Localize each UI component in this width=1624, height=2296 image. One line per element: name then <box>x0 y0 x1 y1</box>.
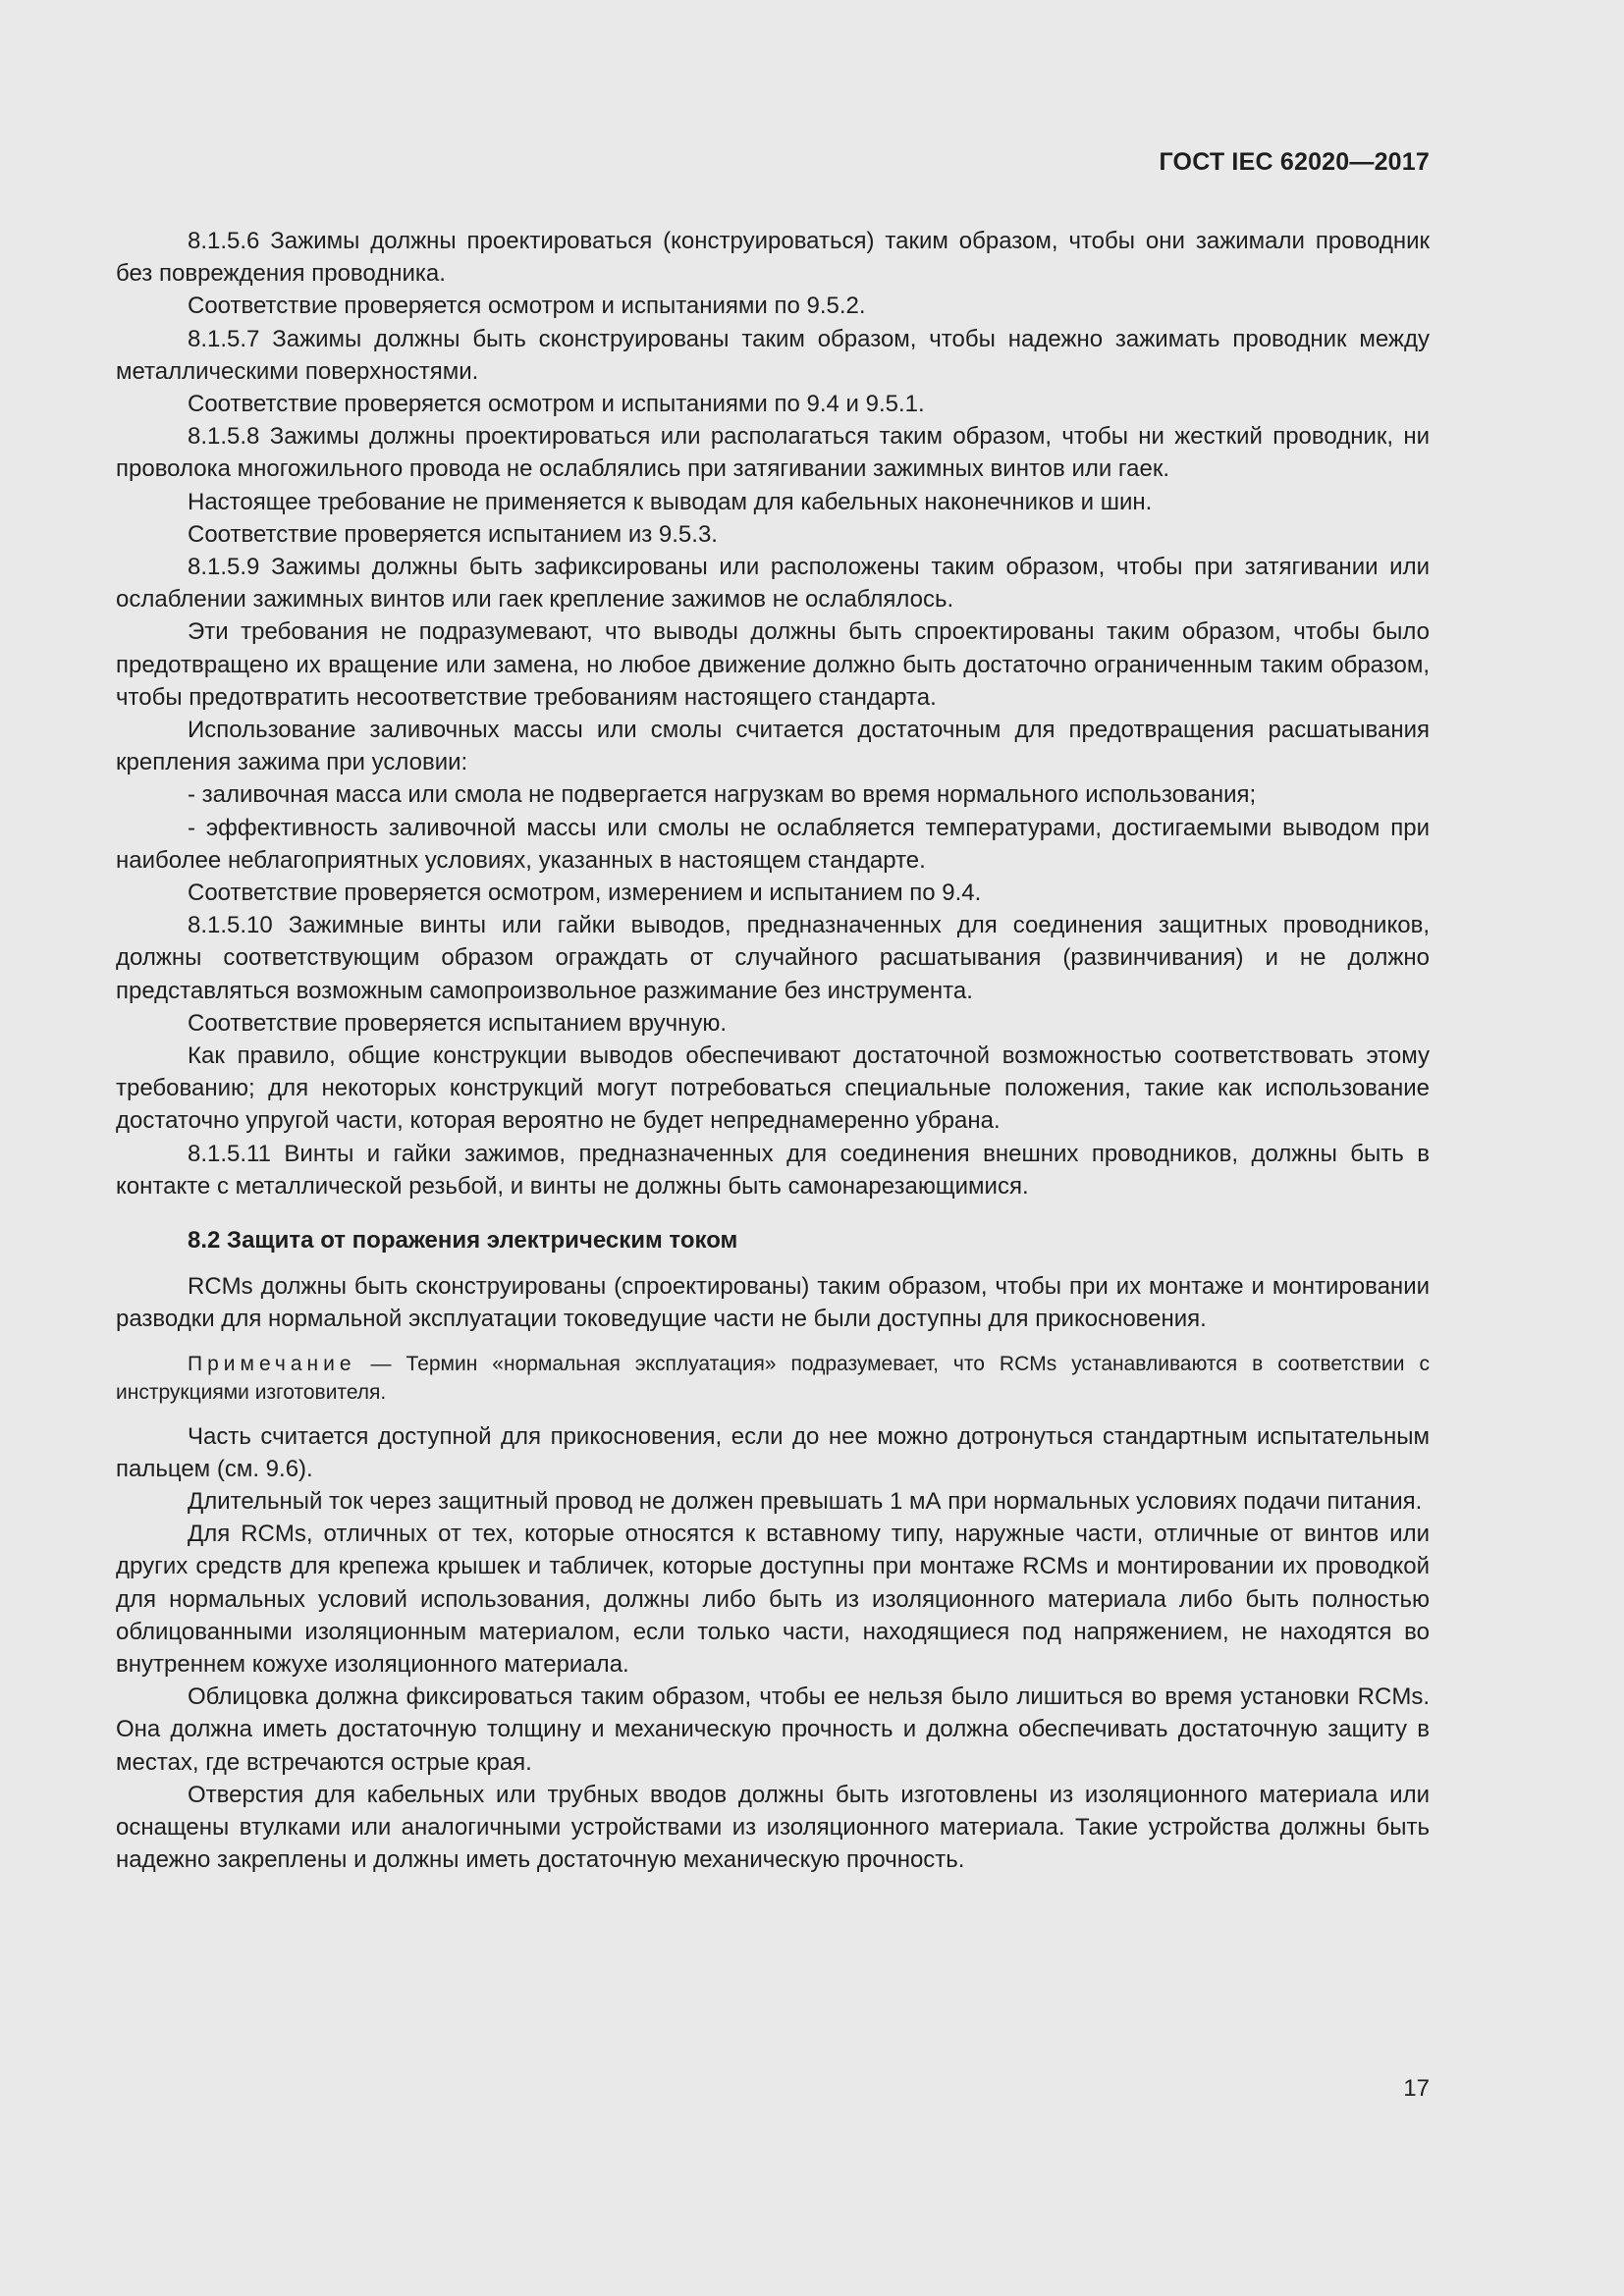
paragraph: 8.1.5.6 Зажимы должны проектироваться (конструироваться) таким образом, чтобы они зажимали проводник без повреждения проводника. <box>116 228 1430 288</box>
note-text: — Термин «нормальная эксплуатация» подразумевает, что RCMs устанавливаются в соответствии с инструкциями изготовителя. <box>116 1352 1430 1404</box>
paragraph: 8.1.5.11 Винты и гайки зажимов, предназначенных для соединения внешних проводников, должны быть в контакте с металлической резьбой, и винты не должны быть самонарезающимися. <box>116 1140 1430 1200</box>
paragraph: Отверстия для кабельных или трубных вводов должны быть изготовлены из изоляционного материала или оснащены втулками или аналогичными устройствами из изоляционного материала. Такие устройства должны быть надежно закреплены и должны иметь достаточную механическую прочность. <box>116 1781 1430 1874</box>
paragraph: Настоящее требование не применяется к выводам для кабельных наконечников и шин. <box>188 488 1153 515</box>
page-number: 17 <box>1403 2075 1430 2102</box>
paragraph: 8.1.5.10 Зажимные винты или гайки выводов, предназначенных для соединения защитных проводников, должны соответствующим образом ограждать от случайного расшатывания (развинчивания) и не должно представляться возможным самопроизвольное разжимание без инструмента. <box>116 912 1430 1004</box>
paragraph: Соответствие проверяется осмотром и испытаниями по 9.4 и 9.5.1. <box>188 391 925 418</box>
paragraph: Соответствие проверяется испытанием из 9.5.3. <box>188 520 718 548</box>
paragraph: 8.1.5.8 Зажимы должны проектироваться или располагаться таким образом, чтобы ни жесткий проводник, ни проволока многожильного провода не ослаблялись при затягивании зажимных винтов или гаек. <box>116 423 1430 483</box>
paragraph: Эти требования не подразумевают, что выводы должны быть спроектированы таким образом, чтобы было предотвращено их вращение или замена, но любое движение должно быть достаточно ограниченным таким образом, чтобы предотвратить несоответствие требованиям настоящего стандарта. <box>116 618 1430 711</box>
document-header-code: ГОСТ IEC 62020—2017 <box>1159 148 1430 176</box>
note-label: Примечание <box>188 1352 356 1375</box>
paragraph: Соответствие проверяется осмотром и испытаниями по 9.5.2. <box>188 293 866 320</box>
note <box>116 1350 1430 1407</box>
paragraph: Как правило, общие конструкции выводов обеспечивают достаточной возможностью соответствовать этому требованию; для некоторых конструкций могут потребоваться специальные положения, такие как использование достаточно упругой части, которая вероятно не будет непреднамеренно убрана. <box>116 1042 1430 1135</box>
paragraph: 8.1.5.7 Зажимы должны быть сконструированы таким образом, чтобы надежно зажимать проводник между металлическими поверхностями. <box>116 325 1430 385</box>
paragraph: Часть считается доступной для прикосновения, если до нее можно дотронуться стандартным испытательным пальцем (см. 9.6). <box>116 1422 1430 1482</box>
paragraph: RCMs должны быть сконструированы (спроектированы) таким образом, чтобы при их монтаже и монтировании разводки для нормальной эксплуатации токоведущие части не были доступны для прикосновения. <box>116 1273 1430 1333</box>
paragraph: Соответствие проверяется осмотром, измерением и испытанием по 9.4. <box>188 880 982 907</box>
list-item: - заливочная масса или смола не подвергается нагрузкам во время нормального использования; <box>188 781 1257 809</box>
paragraph: Облицовка должна фиксироваться таким образом, чтобы ее нельзя было лишиться во время установки RCMs. Она должна иметь достаточную толщину и механическую прочность и должна обеспечивать достаточную защиту в местах, где встречаются острые края. <box>116 1683 1430 1776</box>
section-heading: 8.2 Защита от поражения электрическим током <box>188 1227 738 1255</box>
paragraph: Соответствие проверяется испытанием вручную. <box>188 1009 728 1037</box>
paragraph: 8.1.5.9 Зажимы должны быть зафиксированы или расположены таким образом, чтобы при затягивании или ослаблении зажимных винтов или гаек крепление зажимов не ослаблялось. <box>116 554 1430 614</box>
paragraph: Длительный ток через защитный провод не должен превышать 1 мА при нормальных условиях подачи питания. <box>188 1487 1423 1515</box>
list-item: - эффективность заливочной массы или смолы не ослабляется температурами, достигаемыми выводом при наиболее неблагоприятных условиях, указанных в настоящем стандарте. <box>116 814 1430 874</box>
paragraph: Для RCMs, отличных от тех, которые относятся к вставному типу, наружные части, отличные от винтов или других средств для крепежа крышек и табличек, которые доступны при монтаже RCMs и монтировании их проводкой для нормальных условий использования, должны либо быть из изоляционного материала либо быть полностью облицованными изоляционным материалом, если только части, находящиеся под напряжением, не находятся во внутреннем кожухе изоляционного материала. <box>116 1521 1430 1678</box>
document-body <box>116 225 1430 1876</box>
paragraph: Использование заливочных массы или смолы считается достаточным для предотвращения расшатывания крепления зажима при условии: <box>116 717 1430 776</box>
